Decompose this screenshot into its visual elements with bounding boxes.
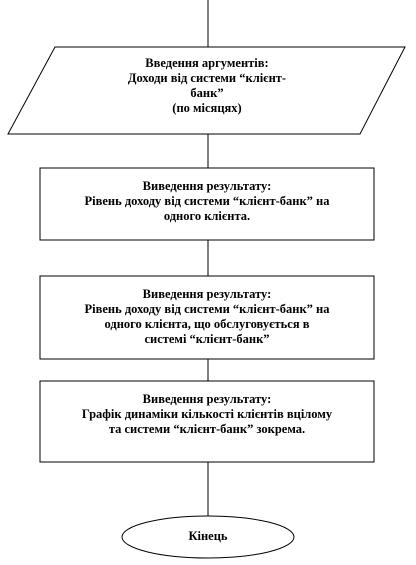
input-line-4: (по місяцях) [172, 101, 242, 115]
result1-line-3: одного клієнта. [163, 209, 251, 223]
result1-text [40, 179, 374, 224]
input-line-1: Введення аргументів: [145, 56, 269, 70]
result1-line-1: Виведення результату: [142, 179, 272, 193]
result3-line-2: Графік динаміки кількості клієнтів вцілому [81, 407, 333, 421]
result2-line-2: Рівень доходу від системи “клієнт-банк” на [84, 302, 330, 316]
result3-text [40, 392, 374, 437]
result1-line-2: Рівень доходу від системи “клієнт-банк” на [84, 194, 330, 208]
end-text [122, 529, 294, 544]
result3-line-1: Виведення результату: [142, 392, 272, 406]
result2-line-3: одного клієнта, що обслуговується в [104, 317, 310, 331]
result2-text [40, 287, 374, 347]
result3-line-3: та системи “клієнт-банк” зокрема. [108, 422, 306, 436]
result2-line-1: Виведення результату: [142, 287, 272, 301]
input-line-2: Доходи від системи “клієнт- [127, 71, 287, 85]
input-line-3: банк” [190, 86, 224, 100]
result2-line-4: системі “клієнт-банк” [144, 332, 270, 346]
end-label: Кінець [188, 529, 228, 543]
input-text [40, 56, 374, 116]
